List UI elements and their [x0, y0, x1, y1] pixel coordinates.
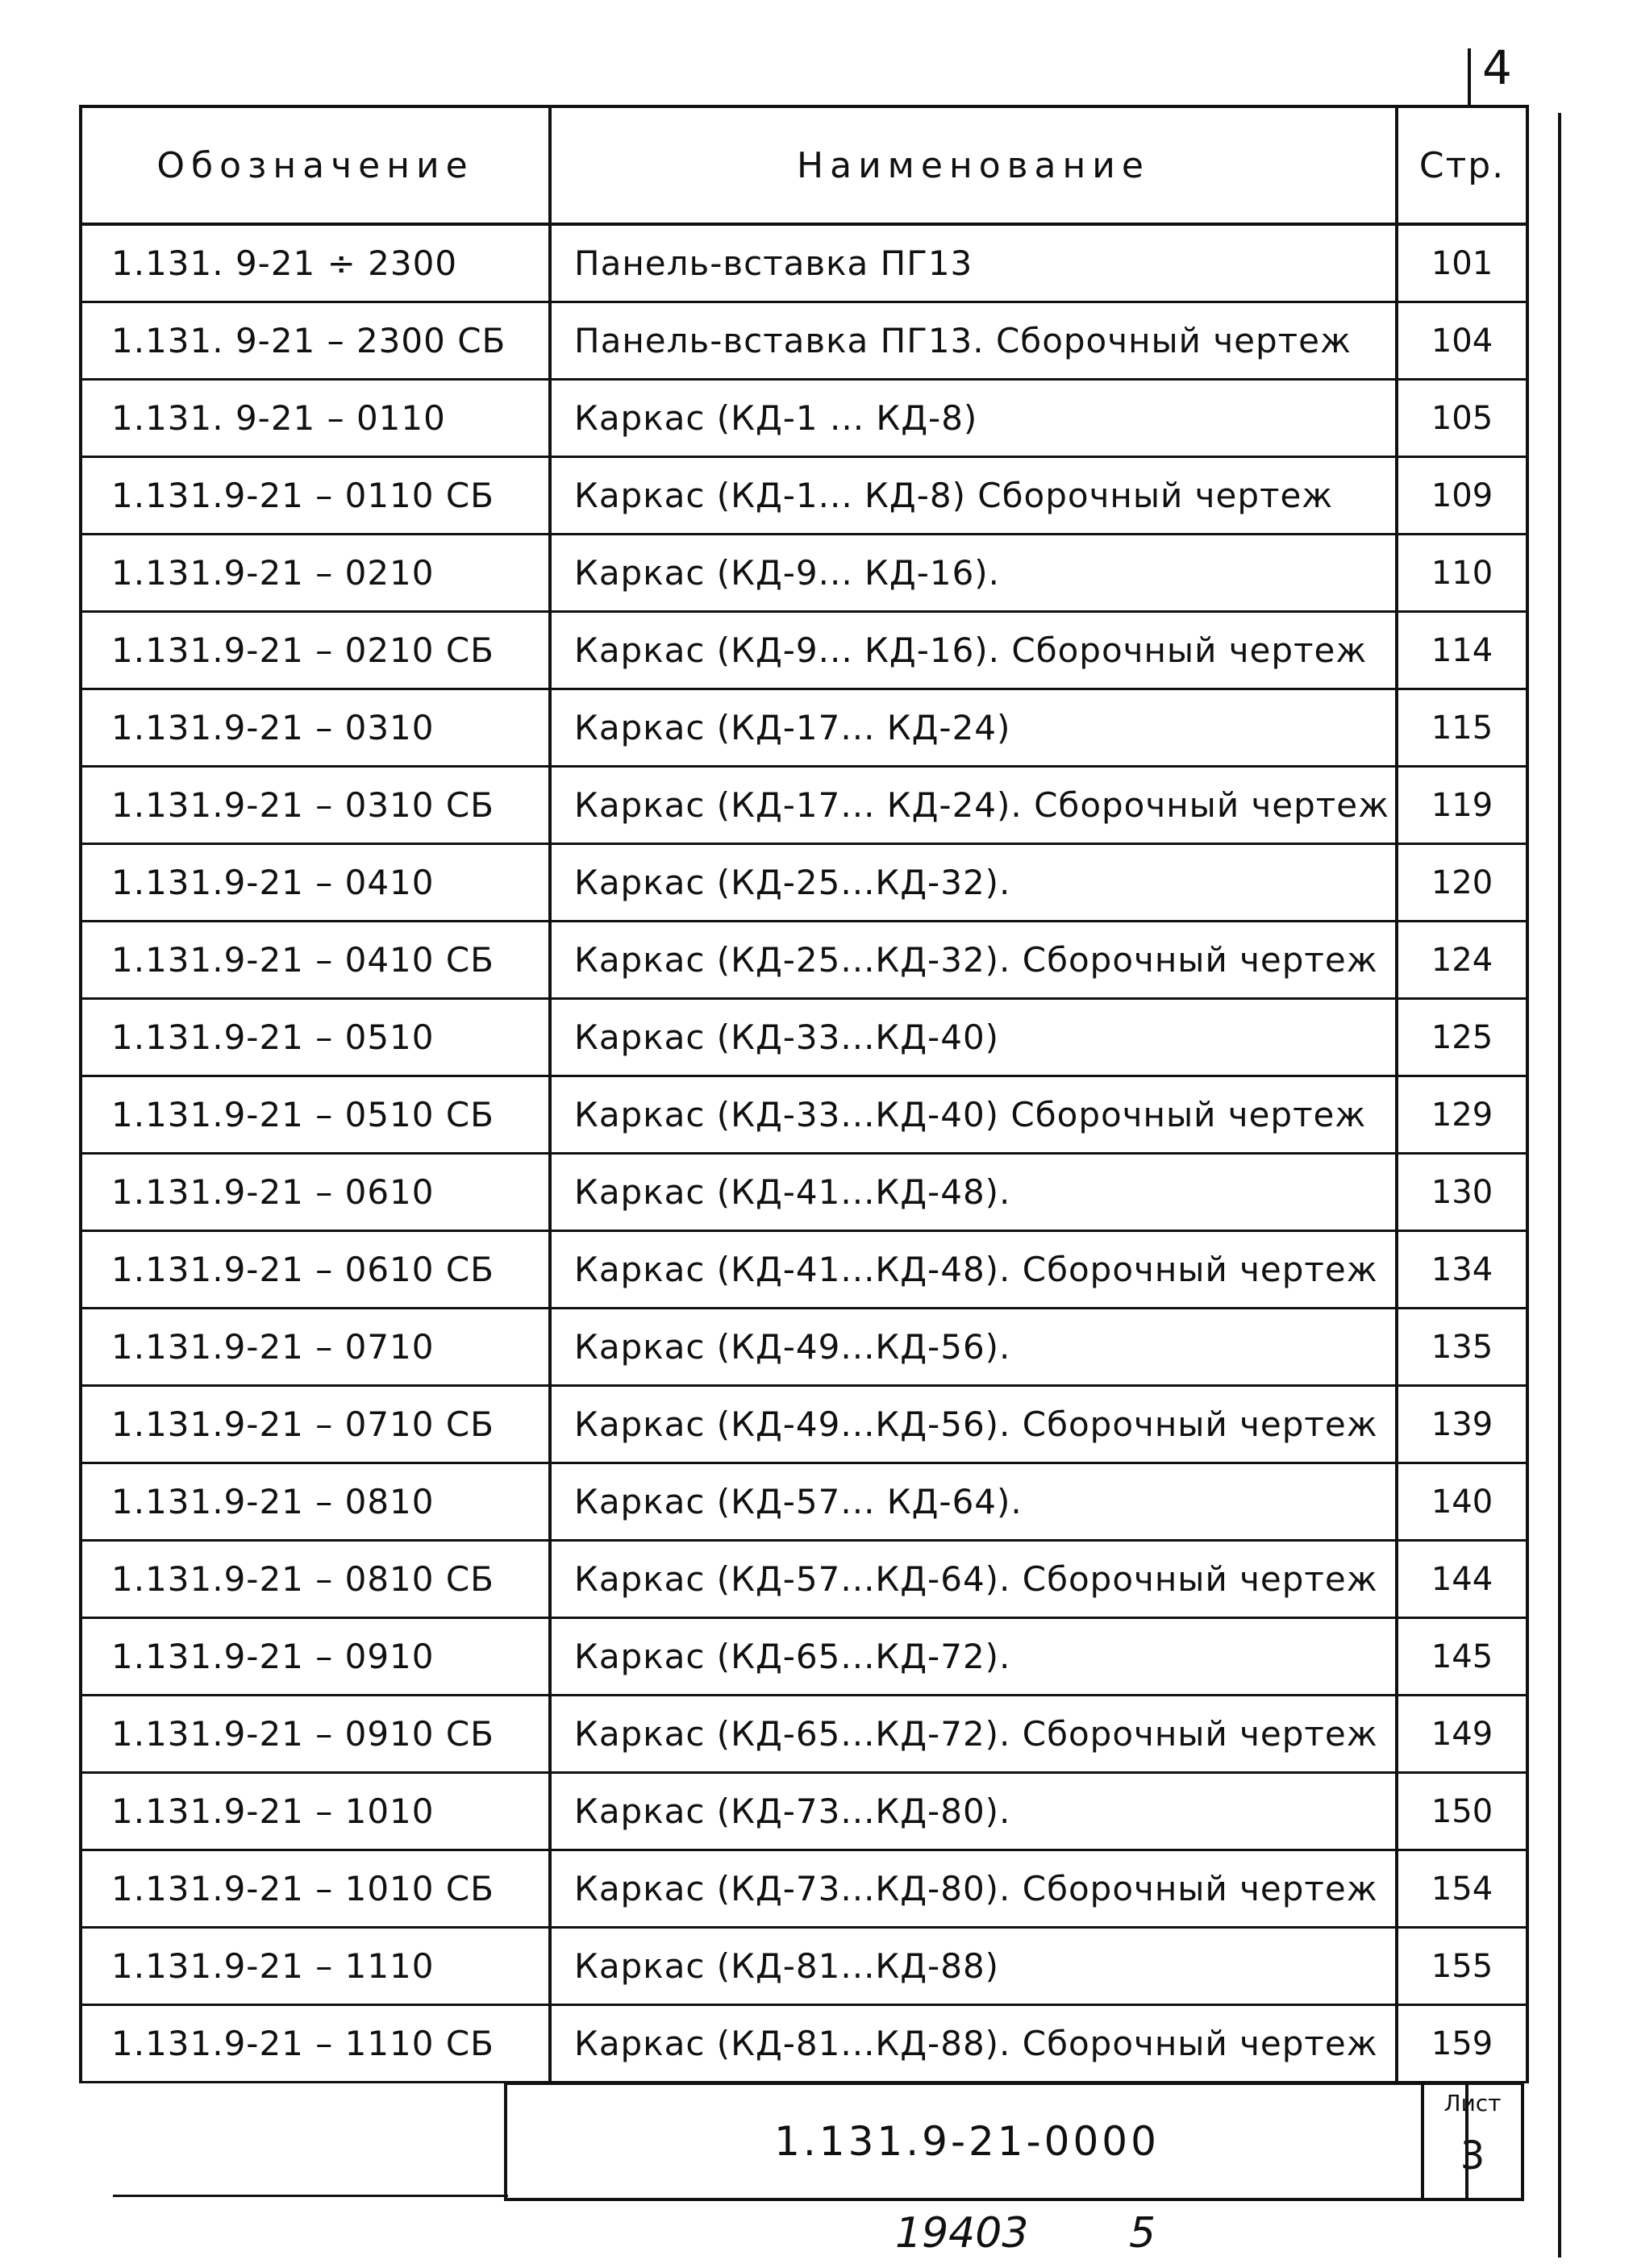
table-row — [82, 1463, 1526, 1541]
row-name: Каркас (КД-25...КД-32). — [550, 844, 1397, 922]
row-page: 110 — [1397, 535, 1526, 612]
row-name: Каркас (КД-25...КД-32). Сборочный чертеж — [550, 922, 1397, 999]
header-page: Стр. — [1397, 108, 1526, 224]
row-name: Каркас (КД-73...КД-80). — [550, 1773, 1397, 1850]
archive-number: 19403 — [895, 2209, 1029, 2258]
row-name: Каркас (КД-65...КД-72). Сборочный чертеж — [550, 1696, 1397, 1773]
row-page: 134 — [1397, 1231, 1526, 1309]
row-name: Каркас (КД-41...КД-48). — [550, 1154, 1397, 1231]
row-designation: 1.131. 9-21 ÷ 2300 — [82, 224, 550, 302]
row-page: 104 — [1397, 302, 1526, 380]
table-row — [82, 1076, 1526, 1154]
row-designation: 1.131. 9-21 – 0110 — [82, 380, 550, 457]
corner-tick-mark — [1468, 48, 1471, 105]
sheet-count: 5 — [1129, 2209, 1156, 2258]
row-page: 119 — [1397, 767, 1526, 844]
table-row — [82, 2005, 1526, 2083]
row-page: 129 — [1397, 1076, 1526, 1154]
row-name: Каркас (КД-17... КД-24). Сборочный чертеж — [550, 767, 1397, 844]
row-name: Каркас (КД-9... КД-16). Сборочный чертеж — [550, 612, 1397, 689]
row-designation: 1.131.9-21 – 0810 — [82, 1463, 550, 1541]
row-name: Каркас (КД-33...КД-40) Сборочный чертеж — [550, 1076, 1397, 1154]
bottom-border-line — [113, 2195, 508, 2197]
row-page: 150 — [1397, 1773, 1526, 1850]
row-name: Каркас (КД-1 ... КД-8) — [550, 380, 1397, 457]
table-row — [82, 535, 1526, 612]
row-page: 145 — [1397, 1618, 1526, 1696]
row-name: Каркас (КД-49...КД-56). — [550, 1309, 1397, 1386]
table-row — [82, 767, 1526, 844]
row-designation: 1.131.9-21 – 1010 СБ — [82, 1850, 550, 1928]
document-designation: 1.131.9-21-0000 — [774, 2118, 1160, 2165]
row-name: Каркас (КД-1... КД-8) Сборочный чертеж — [550, 457, 1397, 535]
row-name: Каркас (КД-65...КД-72). — [550, 1618, 1397, 1696]
row-designation: 1.131.9-21 – 0910 СБ — [82, 1696, 550, 1773]
row-designation: 1.131.9-21 – 0410 — [82, 844, 550, 922]
row-designation: 1.131.9-21 – 0510 — [82, 999, 550, 1076]
row-page: 130 — [1397, 1154, 1526, 1231]
row-page: 101 — [1397, 224, 1526, 302]
table-row — [82, 302, 1526, 380]
table-row — [82, 1386, 1526, 1463]
row-name: Каркас (КД-17... КД-24) — [550, 689, 1397, 767]
row-page: 149 — [1397, 1696, 1526, 1773]
row-designation: 1.131.9-21 – 0110 СБ — [82, 457, 550, 535]
row-name: Панель-вставка ПГ13 — [550, 224, 1397, 302]
row-designation: 1.131.9-21 – 0910 — [82, 1618, 550, 1696]
table-row — [82, 612, 1526, 689]
row-page: 109 — [1397, 457, 1526, 535]
row-designation: 1.131.9-21 – 0810 СБ — [82, 1541, 550, 1618]
table-row — [82, 224, 1526, 302]
row-name: Каркас (КД-81...КД-88) — [550, 1928, 1397, 2005]
row-page: 139 — [1397, 1386, 1526, 1463]
table-row — [82, 999, 1526, 1076]
row-designation: 1.131.9-21 – 1110 — [82, 1928, 550, 2005]
row-designation: 1.131. 9-21 – 2300 СБ — [82, 302, 550, 380]
row-page: 154 — [1397, 1850, 1526, 1928]
row-designation: 1.131.9-21 – 0510 СБ — [82, 1076, 550, 1154]
table-row — [82, 1541, 1526, 1618]
row-page: 135 — [1397, 1309, 1526, 1386]
row-designation: 1.131.9-21 – 0310 СБ — [82, 767, 550, 844]
row-page: 155 — [1397, 1928, 1526, 2005]
page-number: 4 — [1482, 40, 1514, 95]
row-designation: 1.131.9-21 – 0410 СБ — [82, 922, 550, 999]
sheet-number: 3 — [1460, 2133, 1485, 2179]
table-row — [82, 1154, 1526, 1231]
row-designation: 1.131.9-21 – 0710 — [82, 1309, 550, 1386]
row-page: 140 — [1397, 1463, 1526, 1541]
row-page: 105 — [1397, 380, 1526, 457]
row-designation: 1.131.9-21 – 1110 СБ — [82, 2005, 550, 2083]
row-name: Каркас (КД-73...КД-80). Сборочный чертеж — [550, 1850, 1397, 1928]
table-row — [82, 1231, 1526, 1309]
title-block — [504, 2082, 1468, 2201]
table-row — [82, 1850, 1526, 1928]
row-designation: 1.131.9-21 – 0210 — [82, 535, 550, 612]
row-name: Каркас (КД-9... КД-16). — [550, 535, 1397, 612]
table-row — [82, 457, 1526, 535]
header-name: Наименование — [550, 108, 1397, 224]
row-page: 120 — [1397, 844, 1526, 922]
row-page: 125 — [1397, 999, 1526, 1076]
row-page: 115 — [1397, 689, 1526, 767]
row-page: 159 — [1397, 2005, 1526, 2083]
row-page: 144 — [1397, 1541, 1526, 1618]
table-header-row — [82, 108, 1526, 224]
specification-table — [82, 108, 1526, 2083]
row-name: Каркас (КД-33...КД-40) — [550, 999, 1397, 1076]
table-row — [82, 844, 1526, 922]
table-row — [82, 1618, 1526, 1696]
row-page: 124 — [1397, 922, 1526, 999]
table-row — [82, 1696, 1526, 1773]
row-designation: 1.131.9-21 – 0210 СБ — [82, 612, 550, 689]
table-row — [82, 689, 1526, 767]
right-margin-line — [1558, 113, 1561, 2258]
table-row — [82, 922, 1526, 999]
row-name: Каркас (КД-49...КД-56). Сборочный чертеж — [550, 1386, 1397, 1463]
table-row — [82, 380, 1526, 457]
row-designation: 1.131.9-21 – 1010 — [82, 1773, 550, 1850]
row-name: Каркас (КД-57... КД-64). — [550, 1463, 1397, 1541]
row-designation: 1.131.9-21 – 0610 — [82, 1154, 550, 1231]
table-body — [82, 224, 1526, 2083]
specification-table-frame — [79, 105, 1529, 2083]
sheet-cell — [1421, 2082, 1524, 2201]
row-name: Каркас (КД-57...КД-64). Сборочный чертеж — [550, 1541, 1397, 1618]
table-row — [82, 1928, 1526, 2005]
row-designation: 1.131.9-21 – 0310 — [82, 689, 550, 767]
row-name: Каркас (КД-81...КД-88). Сборочный чертеж — [550, 2005, 1397, 2083]
table-row — [82, 1773, 1526, 1850]
row-page: 114 — [1397, 612, 1526, 689]
row-designation: 1.131.9-21 – 0610 СБ — [82, 1231, 550, 1309]
row-name: Панель-вставка ПГ13. Сборочный чертеж — [550, 302, 1397, 380]
table-row — [82, 1309, 1526, 1386]
row-name: Каркас (КД-41...КД-48). Сборочный чертеж — [550, 1231, 1397, 1309]
row-designation: 1.131.9-21 – 0710 СБ — [82, 1386, 550, 1463]
header-designation: Обозначение — [82, 108, 550, 224]
sheet-label: Лист — [1443, 2090, 1502, 2116]
